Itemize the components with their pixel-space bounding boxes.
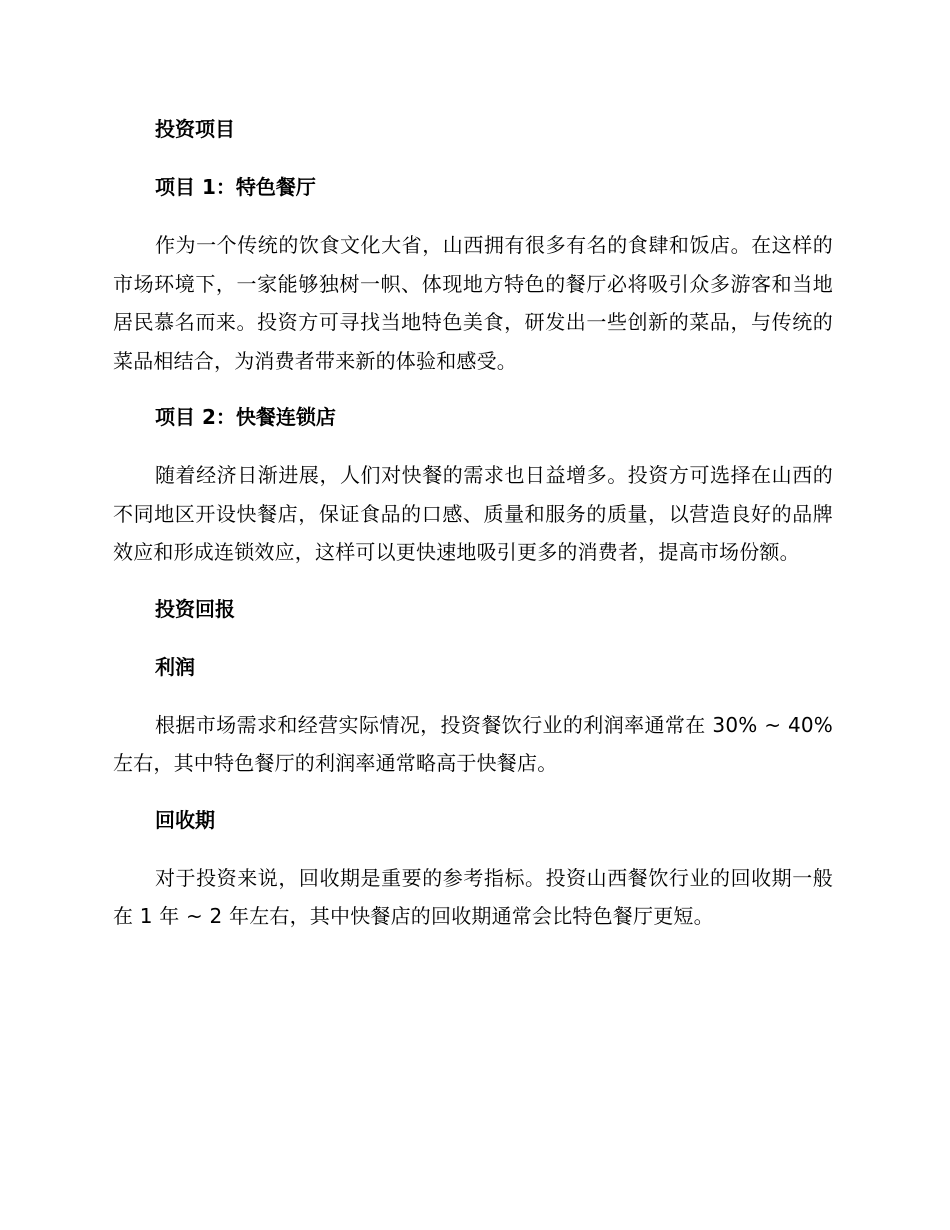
investment-projects-heading: 投资项目: [155, 117, 235, 141]
profit-heading: 利润: [155, 654, 195, 679]
document-content: [113, 110, 833, 954]
project1-paragraph: 作为一个传统的饮食文化大省，山西拥有很多有名的食肆和饭店。在这样的市场环境下，一家能够独树一帜、体现地方特色的餐厅必将吸引众多游客和当地居民慕名而来。投资方可寻找当地特色美食，研发出一些创新的菜品，与传统的菜品相结合，为消费者带来新的体验和感受。: [113, 233, 833, 373]
payback-heading: 回收期: [155, 807, 215, 832]
project2-heading: 项目 2：快餐连锁店: [155, 405, 336, 429]
payback-paragraph: 对于投资来说，回收期是重要的参考指标。投资山西餐饮行业的回收期一般在 1 年 ~ 2 年左右，其中快餐店的回收期通常会比特色餐厅更短。: [113, 865, 833, 928]
project2-paragraph: 随着经济日渐进展，人们对快餐的需求也日益增多。投资方可选择在山西的不同地区开设快餐店，保证食品的口感、质量和服务的质量，以营造良好的品牌效应和形成连锁效应，这样可以更快速地吸引更多的消费者，提高市场份额。: [113, 463, 833, 564]
project1-heading: 项目 1：特色餐厅: [155, 175, 316, 199]
returns-heading: 投资回报: [155, 596, 235, 621]
profit-paragraph: 根据市场需求和经营实际情况，投资餐饮行业的利润率通常在 30% ~ 40%左右，其中特色餐厅的利润率通常略高于快餐店。: [113, 712, 833, 775]
